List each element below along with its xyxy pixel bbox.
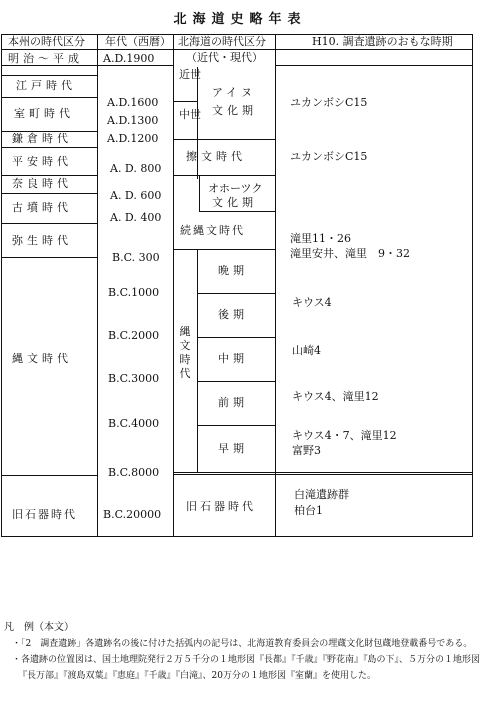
- site-entry: 柏台1: [294, 504, 323, 517]
- year-label: A.D.1600: [107, 96, 159, 109]
- jomon-sub-initial: 早期: [218, 442, 248, 455]
- jomon-sub-late: 晩期: [218, 264, 248, 277]
- site-entry: キウス4・7、滝里12: [292, 429, 397, 442]
- honshu-period: 奈良時代: [12, 177, 72, 190]
- header-hokkaido-sub: （近代・現代）: [186, 51, 263, 64]
- year-label: B.C.3000: [108, 372, 160, 385]
- year-label: A.D.1900: [103, 52, 155, 65]
- year-label: A. D. 600: [110, 189, 162, 202]
- hokkaido-satsumon: 擦文時代: [186, 150, 246, 163]
- jomon-sub-middle: 中期: [218, 352, 248, 365]
- hokkaido-kinsei: 近世: [179, 68, 201, 81]
- honshu-period: 弥生時代: [12, 234, 72, 247]
- header-honshu: 本州の時代区分: [8, 35, 85, 48]
- site-entry: ユカンボシC15: [290, 96, 368, 109]
- site-entry: 滝里安井、滝里 9・32: [290, 247, 410, 260]
- site-entry: 富野3: [292, 444, 321, 457]
- year-label: B.C.4000: [108, 417, 160, 430]
- page-title: 北海道史略年表: [173, 12, 307, 27]
- hokkaido-ainu: アイヌ: [212, 86, 257, 99]
- column-divider: [199, 175, 200, 211]
- note-line: ・「2 調査遺跡」各遺跡名の後に付けた括弧内の記号は、北海道教育委員会の埋蔵文化財包蔵地登載番号である。: [12, 639, 473, 649]
- column-divider: [97, 35, 98, 536]
- header-sites: H10. 調査遺跡のおもな時期: [312, 35, 453, 48]
- site-entry: ユカンボシC15: [290, 150, 368, 163]
- year-label: B.C.1000: [108, 286, 160, 299]
- hokkaido-okhotsk: オホーツク: [208, 182, 263, 195]
- column-divider: [275, 35, 276, 536]
- site-entry: キウス4: [292, 296, 332, 309]
- note-line: ・各遺跡の位置図は、国土地理院発行２万５千分の１地形図『長都』『千歳』『野花南』『島の下』、５万分の１地形図: [12, 655, 480, 665]
- column-divider: [197, 249, 198, 473]
- hokkaido-okhotsk-2: 文化期: [212, 196, 257, 209]
- year-label: A.D.1300: [107, 114, 159, 127]
- honshu-period: 旧石器時代: [12, 508, 77, 521]
- year-label: A. D. 800: [110, 162, 162, 175]
- note-line: 『長万部』『渡島双葉』『恵庭』『千歳』『白滝』、20万分の１地形図『室蘭』を使用した。: [18, 671, 376, 681]
- site-entry: 白滝遺跡群: [294, 488, 349, 501]
- chronology-table: [1, 34, 473, 537]
- header-years: 年代（西暦）: [105, 35, 171, 48]
- site-entry: 滝里11・26: [290, 232, 351, 245]
- year-label: B.C.2000: [108, 329, 160, 342]
- notes-section: [4, 620, 480, 684]
- honshu-period: 室町時代: [14, 107, 74, 120]
- hokkaido-jomon: 縄文時代: [179, 325, 191, 380]
- notes-heading: 凡 例（本文）: [4, 622, 74, 633]
- site-entry: キウス4、滝里12: [292, 390, 379, 403]
- hokkaido-ainu-2: 文化期: [212, 104, 257, 117]
- honshu-period: 平安時代: [12, 155, 72, 168]
- honshu-period: 鎌倉時代: [12, 132, 72, 145]
- hokkaido-zoku-jomon: 続縄文時代: [180, 224, 245, 237]
- honshu-period: 縄文時代: [12, 352, 72, 365]
- year-label: A. D. 400: [110, 211, 162, 224]
- hokkaido-paleolithic: 旧石器時代: [186, 500, 256, 513]
- year-label: A.D.1200: [107, 132, 159, 145]
- site-entry: 山崎4: [292, 344, 321, 357]
- year-label: B.C. 300: [112, 251, 160, 264]
- honshu-period: 明治〜平成: [8, 52, 83, 65]
- honshu-period: 江戸時代: [16, 79, 76, 92]
- jomon-sub-later: 後期: [218, 308, 248, 321]
- year-label: B.C.8000: [108, 466, 160, 479]
- column-divider: [173, 35, 174, 536]
- hokkaido-chusei: 中世: [179, 108, 201, 121]
- honshu-period: 古墳時代: [12, 201, 72, 214]
- header-hokkaido: 北海道の時代区分: [178, 35, 266, 48]
- year-label: B.C.20000: [103, 508, 162, 521]
- jomon-sub-early: 前期: [218, 396, 248, 409]
